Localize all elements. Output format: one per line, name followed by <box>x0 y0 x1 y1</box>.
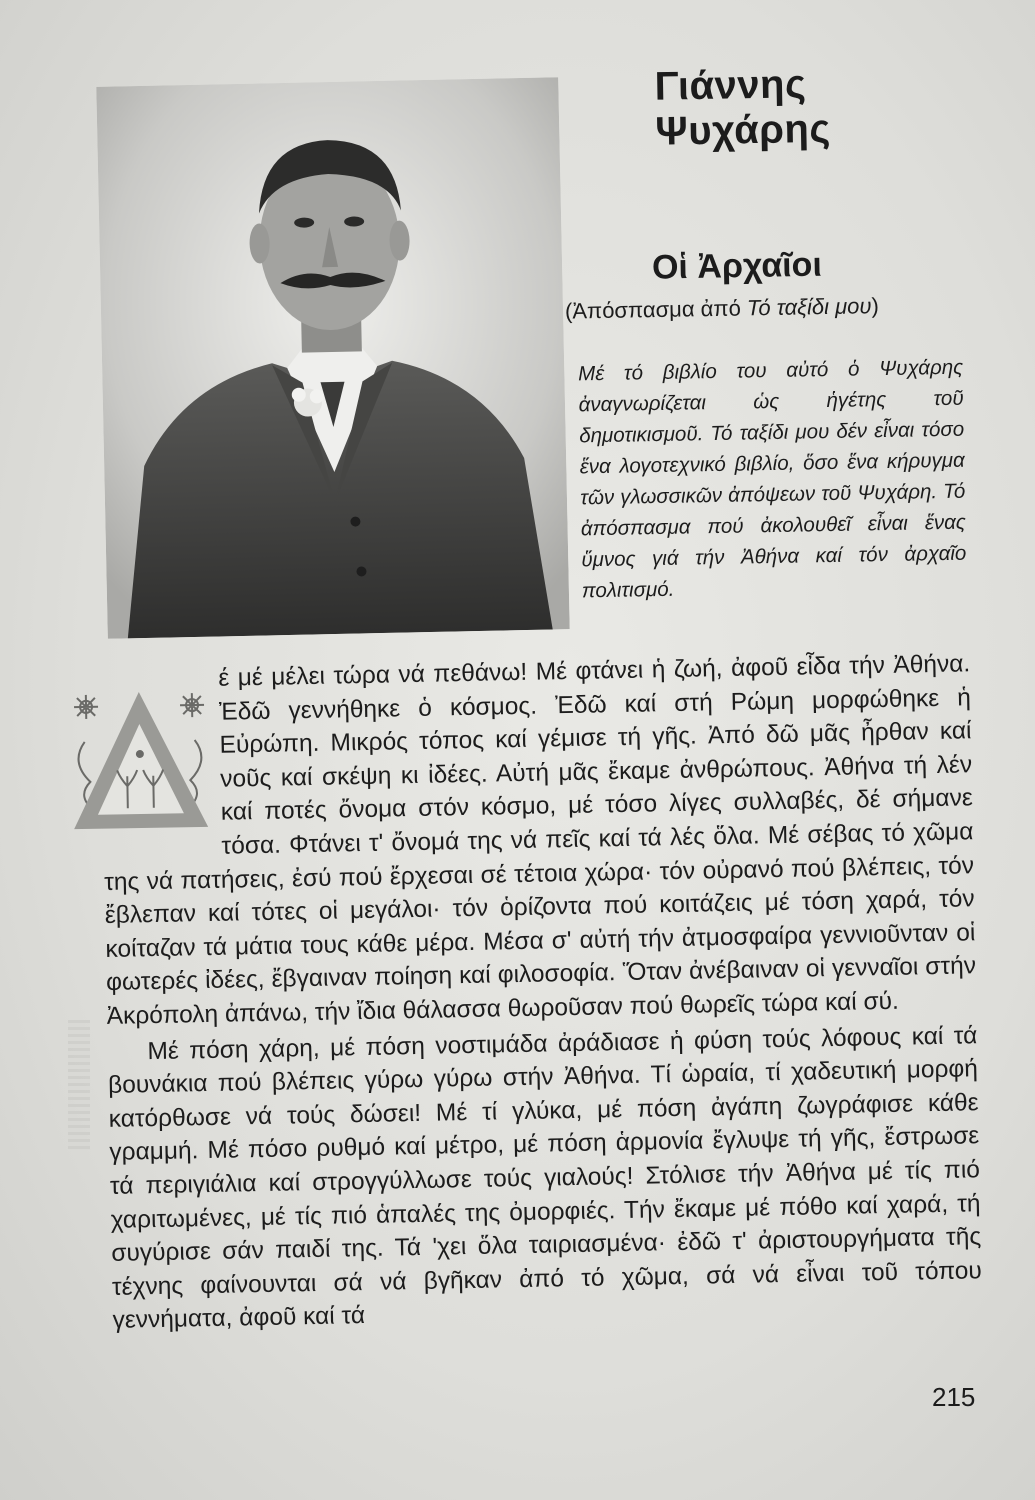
paragraph-1: έ μέ μέλει τώρα νά πεθάνω! Μέ φτάνει ἡ ζωή, ἀφοῦ εἶδα τήν Ἀθήνα. Ἐδῶ γεννήθηκε ὁ κόσμος. Ἐδῶ καί στή Ρώμη μορφώθηκε ἡ Εὐρώπη. Μικρός τόπος καί γέμισε τή γῆς. Ἀπό δῶ μᾶς ἦρθαν καί νοῦς καί σκέψη κι ἰδέες. Αὐτή μᾶς ἔκαμε ἀνθρώπους. Ἀθήνα τή λέν καί ποτές ὄνομα στόν κόσμο, μέ τόσο λίγες συλλαβές, δέ σήμανε τόσα. Φτάνει τ' ὄνομά της νά πεῖς καί τά λές ὅλα. Μέ σέβας τό χῶμα της νά πατήσεις, ἐσύ πού ἔρχεσαι σέ τέτοια χώρα· τόν οὐρανό πού βλέπεις, τόν ἔβλεπαν καί τότες οἱ μεγάλοι· τόν ὁρίζοντα πού κοιτάζεις μέ τόση χαρά, τόν κοίταζαν τά μάτια τους κάθε μέρα. Μέσα σ' αὐτή τήν ἀτμοσφαίρα γεννιοῦνταν οἱ φωτερές ἰδέες, ἔβγαιναν ποίηση καί φιλοσοφία. Ὅταν ἀνέβαιναν οἱ γενναῖοι στήν Ἀκρόπολη ἀπάνω, τήν ἴδια θάλασσα θωροῦσαν πού θωρεῖς τώρα καί σύ. <box>103 650 977 1030</box>
author-name: Γιάννης Ψυχάρης <box>654 62 832 154</box>
section-subtitle <box>565 291 975 324</box>
author-portrait <box>96 77 569 639</box>
margin-stamp <box>68 1020 90 1150</box>
section-title: Οἱ Ἀρχαῖοι <box>651 245 823 287</box>
page-number: 215 <box>932 1382 976 1412</box>
subtitle-prefix: (Ἀπόσπασμα ἀπό <box>564 295 748 324</box>
main-text <box>100 647 983 1337</box>
intro-paragraph: Μέ τό βιβλίο του αὐτό ὁ Ψυχάρης ἀναγνωρίζεται ὡς ἡγέτης τοῦ δημοτικισμοῦ. Τό ταξίδι μου δέν εἶναι τόσο ἕνα λογοτεχνικό βιβλίο, ὅσο ἕνα κήρυγμα τῶν γλωσσικῶν ἀπόψεων τοῦ Ψυχάρη. Τό ἀπόσπασμα πού ἀκολουθεῖ εἶναι ἕνας ὕμνος γιά τήν Ἀθήνα καί τόν ἀρχαῖο πολιτισμό. <box>577 355 967 603</box>
paragraph-2: Μέ πόση χάρη, μέ πόση νοστιμάδα ἀράδιασε ἡ φύση τούς λόφους καί τά βουνάκια πού βλέπεις γύρω γύρω στήν Ἀθήνα. Τί ὡραία, τί χαδευτική μορφή κατόρθωσε νά τούς δώσει! Μέ τί γλύκα, μέ πόση ἀγάπη ζωγράφισε κάθε γραμμή. Μέ πόσο ρυθμό καί μέτρο, μέ πόση ἁρμονία ἔγλυψε τή γῆς, ἔστρωσε τά περιγιάλια καί στρογγύλλωσε τούς γιαλούς! Στόλισε τήν Ἀθήνα μέ τίς πιό χαριτωμένες, μέ τίς πιό ἁπαλές της ὀμορφιές. Τήν ἔκαμε μέ πόθο καί χαρά, τή συγύρισε σάν παιδί της. Τά 'χει ὅλα ταιριασμένα· ἐδῶ τ' ἀριστουργήματα τῆς τέχνης φαίνουνται σά νά βγῆκαν ἀπό τό χῶμα, σά νά εἶναι τοῦ τόπου γεννήματα, ἀφοῦ καί τά <box>107 1021 983 1335</box>
subtitle-suffix: ) <box>871 293 880 319</box>
initial-space <box>100 662 221 832</box>
subtitle-work: Τό ταξίδι μου <box>746 293 872 321</box>
portrait-photo <box>96 77 569 639</box>
